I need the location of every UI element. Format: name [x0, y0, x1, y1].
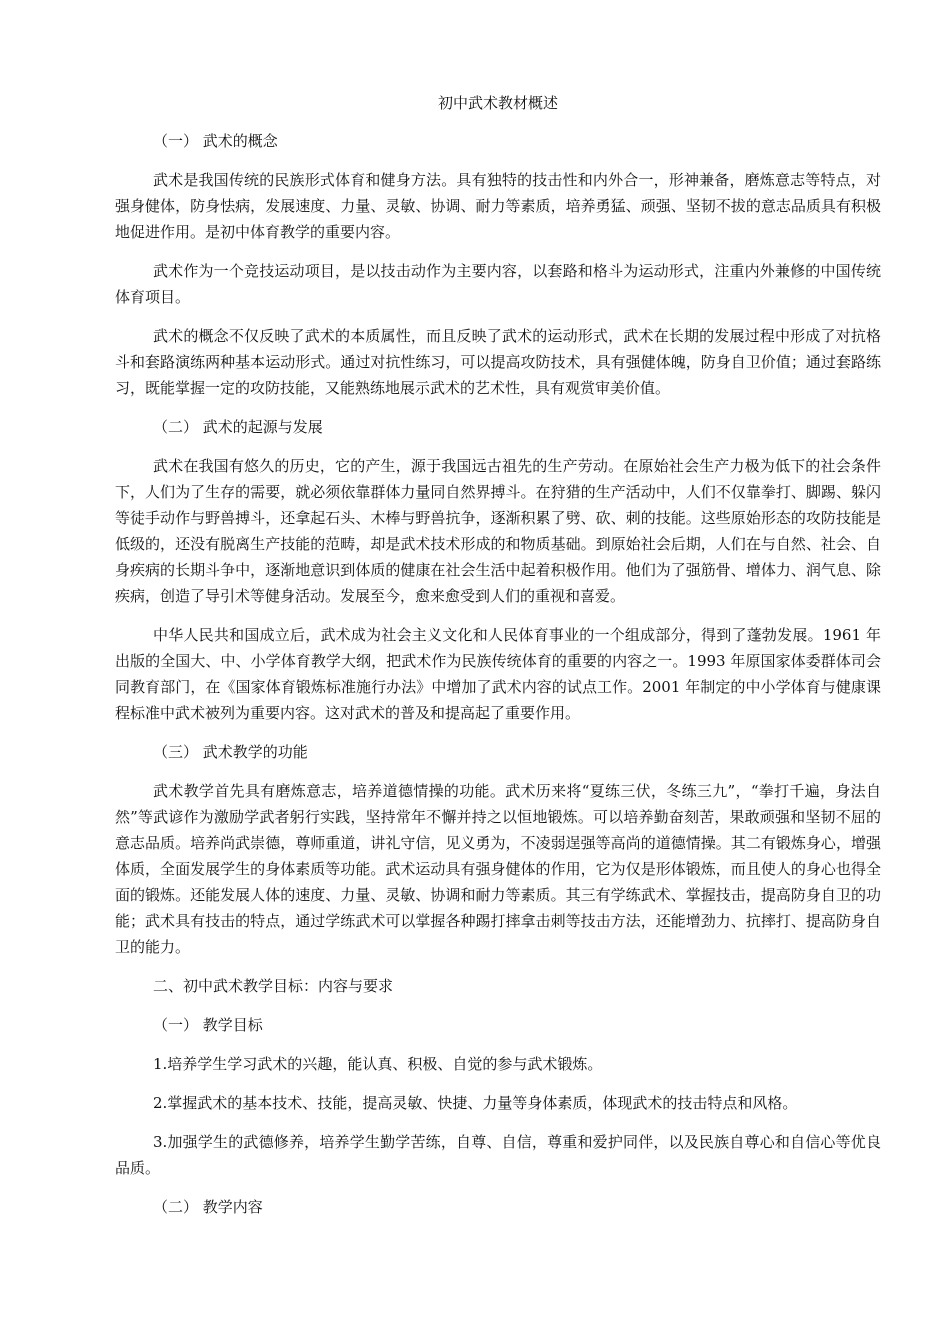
document-page	[115, 90, 881, 1233]
document-title: 初中武术教材概述	[437, 94, 558, 112]
section-heading-origin: （二） 武术的起源与发展	[153, 418, 323, 436]
paragraph: 武术是我国传统的民族形式体育和健身方法。具有独特的技击性和内外合一，形神兼备，磨炼意志等特点，对强身健体，防身怯病，发展速度、力量、灵敏、协调、耐力等素质，培养勇猛、顽强、坚韧不拔的意志品质具有积极地促进作用。是初中体育教学的重要内容。	[115, 171, 881, 241]
section-heading-concept: （一） 武术的概念	[153, 132, 278, 150]
paragraph: 武术教学首先具有磨炼意志，培养道德情操的功能。武术历来将“夏练三伏，冬练三九”，“拳打千遍，身法自然”等武谚作为激励学武者躬行实践，坚持常年不懈并持之以恒地锻炼。可以培养勤奋刻苦，果敢顽强和坚韧不屈的意志品质。培养尚武崇德，尊师重道，讲礼守信，见义勇为，不凌弱逞强等高尚的道德情操。其二有锻炼身心，增强体质，全面发展学生的身体素质等功能。武术运动具有强身健体的作用，它为仅是形体锻炼，而且使人的身心也得全面的锻炼。还能发展人体的速度、力量、灵敏、协调和耐力等素质。其三有学练武术、掌握技击，提高防身自卫的功能；武术具有技击的特点，通过学练武术可以掌握各种踢打摔拿击刺等技击方法，还能增劲力、抗摔打、提高防身自卫的能力。	[115, 782, 881, 956]
section-heading-goals: 二、初中武术教学目标：内容与要求	[153, 977, 394, 995]
subsection-heading-objectives: （一） 教学目标	[153, 1016, 263, 1034]
section-heading-function: （三） 武术教学的功能	[153, 743, 308, 761]
subsection-heading-content: （二） 教学内容	[153, 1198, 263, 1216]
list-item: 3.加强学生的武德修养，培养学生勤学苦练，自尊、自信，尊重和爱护同伴，以及民族自尊心和自信心等优良品质。	[115, 1133, 881, 1177]
list-item: 2.掌握武术的基本技术、技能，提高灵敏、快捷、力量等身体素质，体现武术的技击特点和风格。	[153, 1094, 798, 1112]
paragraph: 武术在我国有悠久的历史，它的产生，源于我国远古祖先的生产劳动。在原始社会生产力极为低下的社会条件下，人们为了生存的需要，就必须依靠群体力量同自然界搏斗。在狩猎的生产活动中，人们不仅靠拳打、脚踢、躲闪等徒手动作与野兽搏斗，还拿起石头、木棒与野兽抗争，逐渐积累了劈、砍、刺的技能。这些原始形态的攻防技能是低级的，还没有脱离生产技能的范畴，却是武术技术形成的和物质基础。到原始社会后期，人们在与自然、社会、自身疾病的长期斗争中，逐渐地意识到体质的健康在社会生活中起着积极作用。他们为了强筋骨、增体力、润气息、除疾病，创造了导引术等健身活动。发展至今，愈来愈受到人们的重视和喜爱。	[115, 457, 881, 605]
paragraph: 武术作为一个竞技运动项目，是以技击动作为主要内容，以套路和格斗为运动形式，注重内外兼修的中国传统体育项目。	[115, 262, 881, 306]
list-item: 1.培养学生学习武术的兴趣，能认真、积极、自觉的参与武术锻炼。	[153, 1055, 603, 1073]
paragraph: 武术的概念不仅反映了武术的本质属性，而且反映了武术的运动形式，武术在长期的发展过程中形成了对抗格斗和套路演练两种基本运动形式。通过对抗性练习，可以提高攻防技术，具有强健体魄，防身自卫价值；通过套路练习，既能掌握一定的攻防技能，又能熟练地展示武术的艺术性，具有观赏审美价值。	[115, 327, 881, 397]
paragraph: 中华人民共和国成立后，武术成为社会主义文化和人民体育事业的一个组成部分，得到了蓬勃发展。1961 年出版的全国大、中、小学体育教学大纲，把武术作为民族传统体育的重要的内容之一。1993 年原国家体委群体司会同教育部门，在《国家体育锻炼标准施行办法》中增加了武术内容的试点工作。2001 年制定的中小学体育与健康课程标准中武术被列为重要内容。这对武术的普及和提高起了重要作用。	[115, 626, 881, 722]
